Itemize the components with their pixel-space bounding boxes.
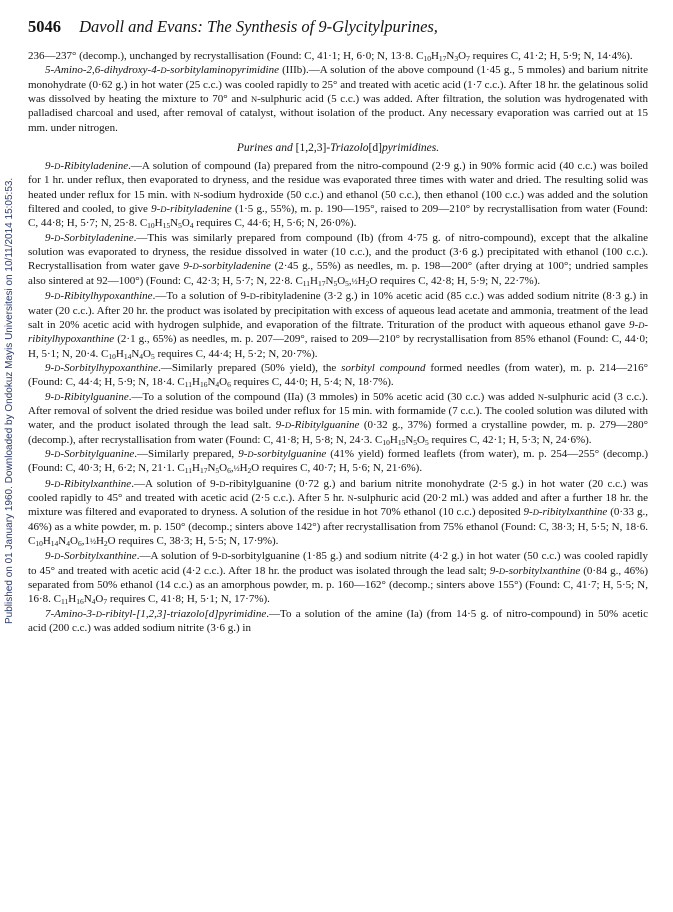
paragraph-sorbityladenine: 9-D-Sorbityladenine.—This was similarly prepared from compound (Ib) (from 4·75 g. of nitro-compound), except that the alkaline solution was evaporated to dryness, the residue dissolved in water (10 c.c.), and the product (3·6 g.) precipitated with ethanol (100 c.c.). Recrystallisation from water gave 9-D-sorbityladenine (2·45 g., 55%) as needles, m. p. 198—200° (after drying at 100°; undried samples also sintered at 92—100°) (Found: C, 42·3; H, 5·7; N, 22·8. $C_{11}H_{17}N_5O_5,\frac{1}{2}H_2O$ requires C, 42·8; H, 5·9; N, 22·7%). [28,231,648,288]
paragraph-intro: 236—237° (decomp.), unchanged by recrystallisation (Found: C, 41·1; H, 6·0; N, 13·8. $C_{10}H_{17}N_3O_7$ requires C, 41·2; H, 5·9; N, 14·4%). [28,50,633,63]
paragraph-ribitylxanthine: 9-D-Ribitylxanthine.—A solution of 9-D-ribitylguanine (0·72 g.) and barium nitrite monohydrate (2·5 g.) in hot water (20 c.c.) was cooled rapidly to 45° and treated with acetic acid (2·5 c.c.). After 5 hr. N-sulphuric acid (20·2 ml.) was added and after a further 18 hr. the mixture was filtered and evaporated to dryness. A solution of the residue in hot 70% ethanol (10 c.c.) deposited 9-D-ribitylxanthine (0·33 g., 46%) as a white powder, m. p. 150° (decomp.; sinters above 142°) after recrystallisation from 75% ethanol (Found: C, 38·3; H, 5·5; N, 18·6. $C_{10}H_{14}N_4O_6,1\frac{1}{2}H_2O$ requires C, 38·3; H, 5·5; N, 17·9%). [28,477,648,548]
paragraph-ribityladenine: 9-D-Ribityladenine.—A solution of compound (Ia) prepared from the nitro-compound (2·9 g.) in 90% formic acid (40 c.c.) was boiled for 1 hr. under reflux, then evaporated to dryness, and the residue was evaporated three times with water and dried. The resulting solid was heated under reflux for 15 min. with N-sodium hydroxide (50 c.c.) and ethanol (50 c.c.), then ethanol (100 c.c.) was added and the solution filtered and cooled, to give 9-D-ribityladenine (1·5 g., 55%), m. p. 190—195°, raised to 209—210° by recrystallisation from water (Found: C, 44·8; H, 5·7; N, 25·8. $C_{10}H_{15}N_5O_4$ requires C, 44·6; H, 5·6; N, 26·0%). [28,160,648,231]
download-watermark: Published on 01 January 1960. Downloaded by Ondokuz Mayis Universitesi on 10/11/2014 15:05:53. [4,177,15,624]
paragraph-ribitylguanine: 9-D-Ribitylguanine.—To a solution of the compound (IIa) (3 mmoles) in 50% acetic acid (30 c.c.) was added N-sulphuric acid (3 c.c.). After removal of solvent the dried residue was boiled under reflux for 15 min. with formamide (7 c.c.). The cooled solution was diluted with water, and the product isolated through the lead salt. 9-D-Ribitylguanine (0·32 g., 37%) formed a crystalline powder, m. p. 279—280° (decomp.), after recrystallisation from water (Found: C, 41·8; H, 5·8; N, 24·3. $C_{10}H_{15}N_5O_5$ requires C, 42·1; H, 5·3; N, 24·6%). [28,390,648,447]
paragraph-triazolo: 7-Amino-3-D-ribityl-[1,2,3]-triazolo[d]pyrimidine.—To a solution of the amine (Ia) (from 14·5 g. of nitro-compound) in 50% acetic acid (200 c.c.) was added sodium nitrite (3·6 g.) in [28,607,648,635]
paragraph-sorbitylxanthine: 9-D-Sorbitylxanthine.—A solution of 9-D-sorbitylguanine (1·85 g.) and sodium nitrite (4·2 g.) in hot water (50 c.c.) was cooled rapidly to 45° and treated with acetic acid (4·2 c.c.). After 18 hr. the product was isolated through the lead salt; 9-D-sorbitylxanthine (0·84 g., 46%) separated from 50% ethanol (14 c.c.) as an amorphous powder, m. p. 160—162° (decomp.; sinters above 155°) (Found: C, 41·7; H, 5·5; N, 16·8. $C_{11}H_{16}N_4O_7$ requires C, 41·8; H, 5·1; N, 17·7%). [28,550,648,607]
article-body [28,49,648,635]
page-number: 5046 [28,17,61,36]
paragraph-amino: 5-Amino-2,6-dihydroxy-4-D-sorbitylaminopyrimidine (IIIb).—A solution of the above compound (1·45 g., 5 mmoles) and barium nitrite monohydrate (0·62 g.) in hot water (25 c.c.) was cooled rapidly to 25° and treated with acetic acid (1·7 c.c.). After 18 hr. the gelatinous solid was dissolved by heating the mixture to 70° and N-sulphuric acid (5 c.c.) was added. After filtration, the solution was hydrogenated with palladised charcoal and used, after removal of catalyst, without isolation of the product. Any necessary evaporation was carried out at 15 mm. under nitrogen. [28,64,648,134]
paragraph-sorbitylguanine: 9-D-Sorbitylguanine.—Similarly prepared, 9-D-sorbitylguanine (41% yield) formed leaflets (from water), m. p. 254—255° (decomp.) (Found: C, 40·3; H, 6·2; N, 21·1. $C_{11}H_{17}N_5O_6,\frac{1}{2}H_2O$ requires C, 40·7; H, 5·6; N, 21·6%). [28,447,649,476]
running-header [28,17,648,43]
running-title: Davoll and Evans: The Synthesis of 9-Glycitylpurines, [79,17,438,36]
section-heading: Purines and [1,2,3]-Triazolo[d]pyrimidines. [236,142,440,155]
paragraph-sorbitylhypoxanthine: 9-D-Sorbitylhypoxanthine.—Similarly prepared (50% yield), the sorbityl compound formed needles (from water), m. p. 214—216° (Found: C, 44·4; H, 5·9; N, 18·4. $C_{11}H_{16}N_4O_6$ requires C, 44·0; H, 5·4; N, 18·7%). [28,361,648,390]
paragraph-ribitylhypoxanthine: 9-D-Ribitylhypoxanthine.—To a solution of 9-D-ribityladenine (3·2 g.) in 10% acetic acid (85 c.c.) was added sodium nitrite (8·3 g.) in water (20 c.c.). After 20 hr. the product was isolated by precipitation with excess of aqueous lead acetate and ammonia, treatment of the lead salt in 20% acetic acid with hydrogen sulphide, and evaporation of the filtrate. Trituration of the product with aqueous ethanol gave 9-D-ribitylhypoxanthine (2·1 g., 65%) as needles, m. p. 207—209°, raised to 209—210° by recrystallisation from 85% ethanol (Found: C, 44·0; H, 5·1; N, 20·4. $C_{10}H_{14}N_4O_5$ requires C, 44·4; H, 5·2; N, 20·7%). [28,290,648,361]
